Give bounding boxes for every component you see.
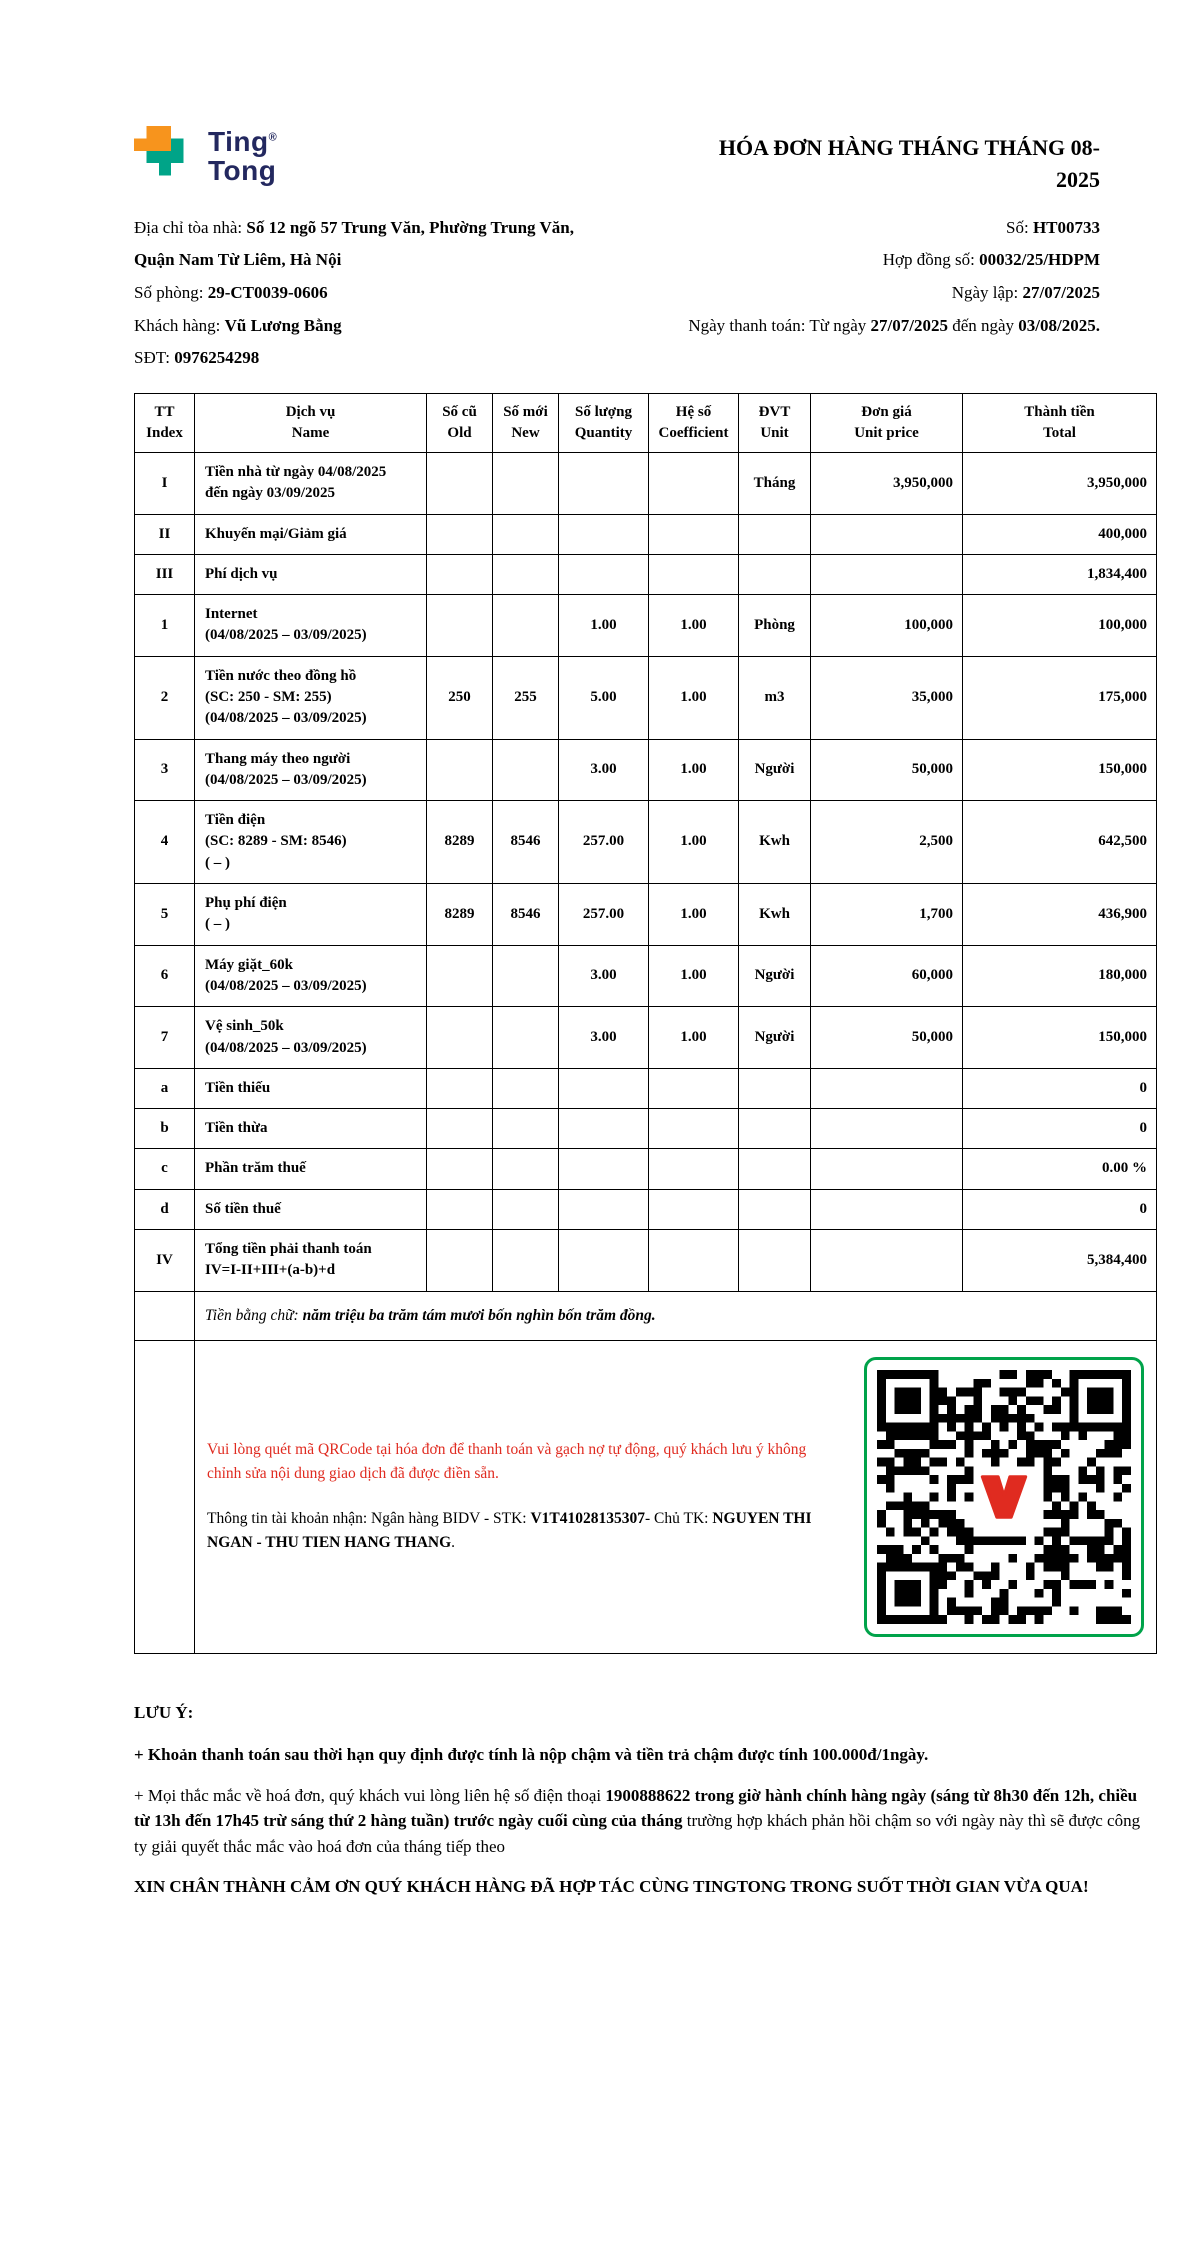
issue-date: Ngày lập: 27/07/2025	[951, 283, 1100, 303]
cell-total: 175,000	[963, 656, 1157, 739]
cell-total: 642,500	[963, 801, 1157, 884]
table-row	[135, 739, 1157, 801]
cell-total: 0	[963, 1109, 1157, 1149]
cell-old	[427, 1230, 493, 1292]
cell-new	[493, 1007, 559, 1069]
col-header-new: Số mới New	[493, 393, 559, 452]
cell-new	[493, 554, 559, 594]
bank-info-prefix: Thông tin tài khoản nhận: Ngân hàng BIDV - STK:	[207, 1509, 531, 1527]
invoice-meta	[688, 212, 1100, 343]
cell-unit: Tháng	[739, 452, 811, 514]
tingtong-logo-icon	[134, 126, 196, 188]
amount-in-words-value: năm triệu ba trăm tám mươi bốn nghìn bốn trăm đồng.	[302, 1306, 656, 1324]
cell-new	[493, 514, 559, 554]
cell-idx: 1	[135, 595, 195, 657]
cell-old: 250	[427, 656, 493, 739]
cell-old: 8289	[427, 884, 493, 946]
cell-price: 50,000	[811, 739, 963, 801]
cell-idx: IV	[135, 1230, 195, 1292]
payment-period: Ngày thanh toán: Từ ngày 27/07/2025 đến ngày 03/08/2025.	[688, 315, 1100, 335]
thank-you-message: XIN CHÂN THÀNH CẢM ƠN QUÝ KHÁCH HÀNG ĐÃ HỢP TÁC CÙNG TINGTONG TRONG SUỐT THỜI GIAN VỪA QUA!	[134, 1877, 1089, 1897]
cell-index	[135, 1291, 195, 1340]
cell-idx: III	[135, 554, 195, 594]
cell-idx: 4	[135, 801, 195, 884]
cell-unit: Người	[739, 739, 811, 801]
cell-qty	[559, 452, 649, 514]
cell-idx: II	[135, 514, 195, 554]
invoice-header	[134, 126, 1156, 196]
cell-name: Tiền nước theo đồng hồ (SC: 250 - SM: 255) (04/08/2025 – 03/09/2025)	[195, 656, 427, 739]
cell-coeff	[649, 1068, 739, 1108]
cell-unit	[739, 1230, 811, 1292]
cell-price	[811, 1149, 963, 1189]
cell-name: Tổng tiền phải thanh toán IV=I-II+III+(a-b)+d	[195, 1230, 427, 1292]
cell-unit	[739, 514, 811, 554]
cell-name: Phần trăm thuế	[195, 1149, 427, 1189]
cell-price: 1,700	[811, 884, 963, 946]
amount-in-words-row	[135, 1291, 1157, 1340]
cell-unit	[739, 1149, 811, 1189]
cell-idx: 7	[135, 1007, 195, 1069]
cell-total: 180,000	[963, 945, 1157, 1007]
late-payment-note: + Khoản thanh toán sau thời hạn quy định được tính là nộp chậm và tiền trả chậm được tính 100.000đ/1ngày.	[134, 1745, 929, 1765]
qr-row	[135, 1340, 1157, 1653]
cell-old	[427, 739, 493, 801]
cell-coeff	[649, 514, 739, 554]
cell-unit: Kwh	[739, 884, 811, 946]
cell-qty	[559, 1149, 649, 1189]
cell-idx: c	[135, 1149, 195, 1189]
invoice-notes	[134, 1700, 1146, 1900]
table-row	[135, 1230, 1157, 1292]
cell-idx: 6	[135, 945, 195, 1007]
table-row	[135, 514, 1157, 554]
cell-name: Vệ sinh_50k (04/08/2025 – 03/09/2025)	[195, 1007, 427, 1069]
cell-old	[427, 554, 493, 594]
table-row	[135, 1068, 1157, 1108]
table-row	[135, 945, 1157, 1007]
col-header-coefficient: Hệ số Coefficient	[649, 393, 739, 452]
cell-name: Tiền thiếu	[195, 1068, 427, 1108]
cell-old	[427, 452, 493, 514]
cell-new	[493, 1109, 559, 1149]
invoice-table	[134, 393, 1157, 1654]
cell-qty: 3.00	[559, 739, 649, 801]
cell-unit: Kwh	[739, 801, 811, 884]
contract-number: Hợp đồng số: 00032/25/HDPM	[882, 250, 1100, 270]
cell-name: Số tiền thuế	[195, 1189, 427, 1229]
cell-new	[493, 1230, 559, 1292]
cell-unit	[739, 1068, 811, 1108]
cell-unit: Phòng	[739, 595, 811, 657]
notes-heading: LƯU Ý:	[134, 1702, 194, 1722]
bank-info-suffix: .	[451, 1534, 456, 1552]
table-row	[135, 595, 1157, 657]
bank-account-owner: NGUYEN THI NGAN - THU TIEN HANG THANG	[207, 1509, 812, 1552]
qr-note-red: Vui lòng quét mã QRCode tại hóa đơn để thanh toán và gạch nợ tự động, quý khách lưu ý không chỉnh sửa nội dung giao dịch đã được điền sẵn.	[207, 1440, 807, 1483]
cell-new	[493, 595, 559, 657]
table-row	[135, 1007, 1157, 1069]
cell-coeff: 1.00	[649, 1007, 739, 1069]
cell-unit: m3	[739, 656, 811, 739]
table-row	[135, 801, 1157, 884]
cell-qty	[559, 1068, 649, 1108]
cell-name: Thang máy theo người (04/08/2025 – 03/09/2025)	[195, 739, 427, 801]
registered-mark: ®	[268, 132, 278, 145]
cell-old	[427, 1068, 493, 1108]
cell-price: 60,000	[811, 945, 963, 1007]
amount-in-words-label: Tiền bằng chữ:	[205, 1306, 299, 1324]
col-header-index: TT Index	[135, 393, 195, 452]
col-header-quantity: Số lượng Quantity	[559, 393, 649, 452]
cell-total: 0	[963, 1189, 1157, 1229]
cell-new: 255	[493, 656, 559, 739]
logo-word-2: Tong	[208, 155, 277, 186]
cell-name: Tiền điện (SC: 8289 - SM: 8546) ( – )	[195, 801, 427, 884]
table-row	[135, 1149, 1157, 1189]
cell-idx: 2	[135, 656, 195, 739]
table-row	[135, 554, 1157, 594]
customer-phone: SĐT: 0976254298	[134, 348, 260, 368]
cell-total: 150,000	[963, 739, 1157, 801]
invoice-info	[134, 212, 1156, 375]
cell-price	[811, 554, 963, 594]
col-header-unit: ĐVT Unit	[739, 393, 811, 452]
cell-price: 35,000	[811, 656, 963, 739]
cell-old	[427, 1007, 493, 1069]
cell-new: 8546	[493, 884, 559, 946]
cell-coeff: 1.00	[649, 884, 739, 946]
col-header-total: Thành tiền Total	[963, 393, 1157, 452]
cell-coeff: 1.00	[649, 656, 739, 739]
customer-info	[134, 212, 574, 375]
cell-price: 100,000	[811, 595, 963, 657]
cell-price: 2,500	[811, 801, 963, 884]
cell-price	[811, 514, 963, 554]
cell-unit	[739, 1109, 811, 1149]
cell-name: Internet (04/08/2025 – 03/09/2025)	[195, 595, 427, 657]
table-row	[135, 1189, 1157, 1229]
building-address-line1: Địa chỉ tòa nhà: Số 12 ngõ 57 Trung Văn, Phường Trung Văn,	[134, 217, 574, 237]
cell-coeff	[649, 1109, 739, 1149]
cell-new	[493, 739, 559, 801]
tingtong-logo	[134, 126, 277, 188]
cell-idx: b	[135, 1109, 195, 1149]
qr-instructions	[207, 1438, 822, 1556]
logo-word-1: Ting	[208, 126, 269, 158]
cell-coeff: 1.00	[649, 801, 739, 884]
cell-coeff	[649, 1149, 739, 1189]
cell-idx: a	[135, 1068, 195, 1108]
tingtong-logo-text	[208, 128, 277, 185]
cell-name: Máy giặt_60k (04/08/2025 – 03/09/2025)	[195, 945, 427, 1007]
building-address-line2: Quận Nam Từ Liêm, Hà Nội	[134, 250, 342, 270]
cell-price	[811, 1189, 963, 1229]
invoice-number: Số: HT00733	[1006, 217, 1100, 237]
cell-new: 8546	[493, 801, 559, 884]
cell-old	[427, 1109, 493, 1149]
customer-name: Khách hàng: Vũ Lương Bằng	[134, 315, 342, 335]
table-row	[135, 656, 1157, 739]
cell-old	[427, 514, 493, 554]
cell-unit	[739, 1189, 811, 1229]
table-header-row	[135, 393, 1157, 452]
cell-unit: Người	[739, 1007, 811, 1069]
cell-new	[493, 945, 559, 1007]
cell-new	[493, 1068, 559, 1108]
table-row	[135, 1109, 1157, 1149]
cell-unit: Người	[739, 945, 811, 1007]
col-header-name: Dịch vụ Name	[195, 393, 427, 452]
cell-qty: 257.00	[559, 884, 649, 946]
cell-total: 150,000	[963, 1007, 1157, 1069]
amount-in-words	[195, 1291, 1157, 1340]
cell-coeff	[649, 1189, 739, 1229]
cell-qty: 1.00	[559, 595, 649, 657]
cell-coeff: 1.00	[649, 945, 739, 1007]
qr-center-v-logo	[975, 1468, 1033, 1526]
cell-old	[427, 595, 493, 657]
cell-qty	[559, 554, 649, 594]
cell-coeff	[649, 1230, 739, 1292]
cell-qty	[559, 514, 649, 554]
cell-price: 3,950,000	[811, 452, 963, 514]
cell-total: 1,834,400	[963, 554, 1157, 594]
cell-qty	[559, 1109, 649, 1149]
cell-qty: 3.00	[559, 1007, 649, 1069]
cell-name: Phí dịch vụ	[195, 554, 427, 594]
table-row	[135, 452, 1157, 514]
cell-idx: 3	[135, 739, 195, 801]
contact-note: + Mọi thắc mắc về hoá đơn, quý khách vui lòng liên hệ số điện thoại 1900888622 trong giờ hành chính hàng ngày (sáng từ 8h30 đến 12h, chiều từ 13h đến 17h45 trừ sáng thứ 2 hàng tuần) trước ngày cuối cùng của tháng trường hợp khách phản hồi chậm so với ngày này thì sẽ được công ty giải quyết thắc mắc vào hoá đơn của tháng tiếp theo	[134, 1785, 1141, 1856]
cell-old	[427, 1189, 493, 1229]
cell-name: Tiền nhà từ ngày 04/08/2025 đến ngày 03/09/2025	[195, 452, 427, 514]
cell-old: 8289	[427, 801, 493, 884]
cell-coeff	[649, 554, 739, 594]
cell-idx: I	[135, 452, 195, 514]
cell-total: 5,384,400	[963, 1230, 1157, 1292]
qr-code	[864, 1357, 1144, 1637]
bank-info-mid: - Chủ TK:	[645, 1509, 713, 1527]
cell-old	[427, 945, 493, 1007]
cell-price: 50,000	[811, 1007, 963, 1069]
invoice-table-rows	[135, 452, 1157, 1291]
invoice-title-line2: 2025	[1056, 166, 1100, 192]
cell-qty: 3.00	[559, 945, 649, 1007]
table-row	[135, 884, 1157, 946]
room-number: Số phòng: 29-CT0039-0606	[134, 283, 328, 303]
cell-index	[135, 1340, 195, 1653]
cell-new	[493, 1149, 559, 1189]
invoice-title	[719, 132, 1100, 196]
cell-name: Khuyến mại/Giảm giá	[195, 514, 427, 554]
invoice-title-line1: HÓA ĐƠN HÀNG THÁNG THÁNG 08-	[718, 135, 1100, 160]
cell-new	[493, 1189, 559, 1229]
cell-price	[811, 1230, 963, 1292]
cell-idx: 5	[135, 884, 195, 946]
bank-account-number: V1T41028135307	[530, 1509, 645, 1527]
col-header-old: Số cũ Old	[427, 393, 493, 452]
qr-section	[195, 1340, 1157, 1653]
cell-qty	[559, 1230, 649, 1292]
cell-total: 436,900	[963, 884, 1157, 946]
cell-qty: 257.00	[559, 801, 649, 884]
cell-price	[811, 1068, 963, 1108]
cell-name: Phụ phí điện ( – )	[195, 884, 427, 946]
cell-qty: 5.00	[559, 656, 649, 739]
cell-coeff: 1.00	[649, 595, 739, 657]
bank-account-info	[207, 1507, 822, 1556]
cell-total: 400,000	[963, 514, 1157, 554]
cell-coeff: 1.00	[649, 739, 739, 801]
cell-total: 0.00 %	[963, 1149, 1157, 1189]
cell-qty	[559, 1189, 649, 1229]
cell-old	[427, 1149, 493, 1189]
cell-name: Tiền thừa	[195, 1109, 427, 1149]
cell-total: 3,950,000	[963, 452, 1157, 514]
cell-price	[811, 1109, 963, 1149]
cell-new	[493, 452, 559, 514]
cell-idx: d	[135, 1189, 195, 1229]
cell-total: 100,000	[963, 595, 1157, 657]
cell-unit	[739, 554, 811, 594]
cell-total: 0	[963, 1068, 1157, 1108]
col-header-unit-price: Đơn giá Unit price	[811, 393, 963, 452]
cell-coeff	[649, 452, 739, 514]
